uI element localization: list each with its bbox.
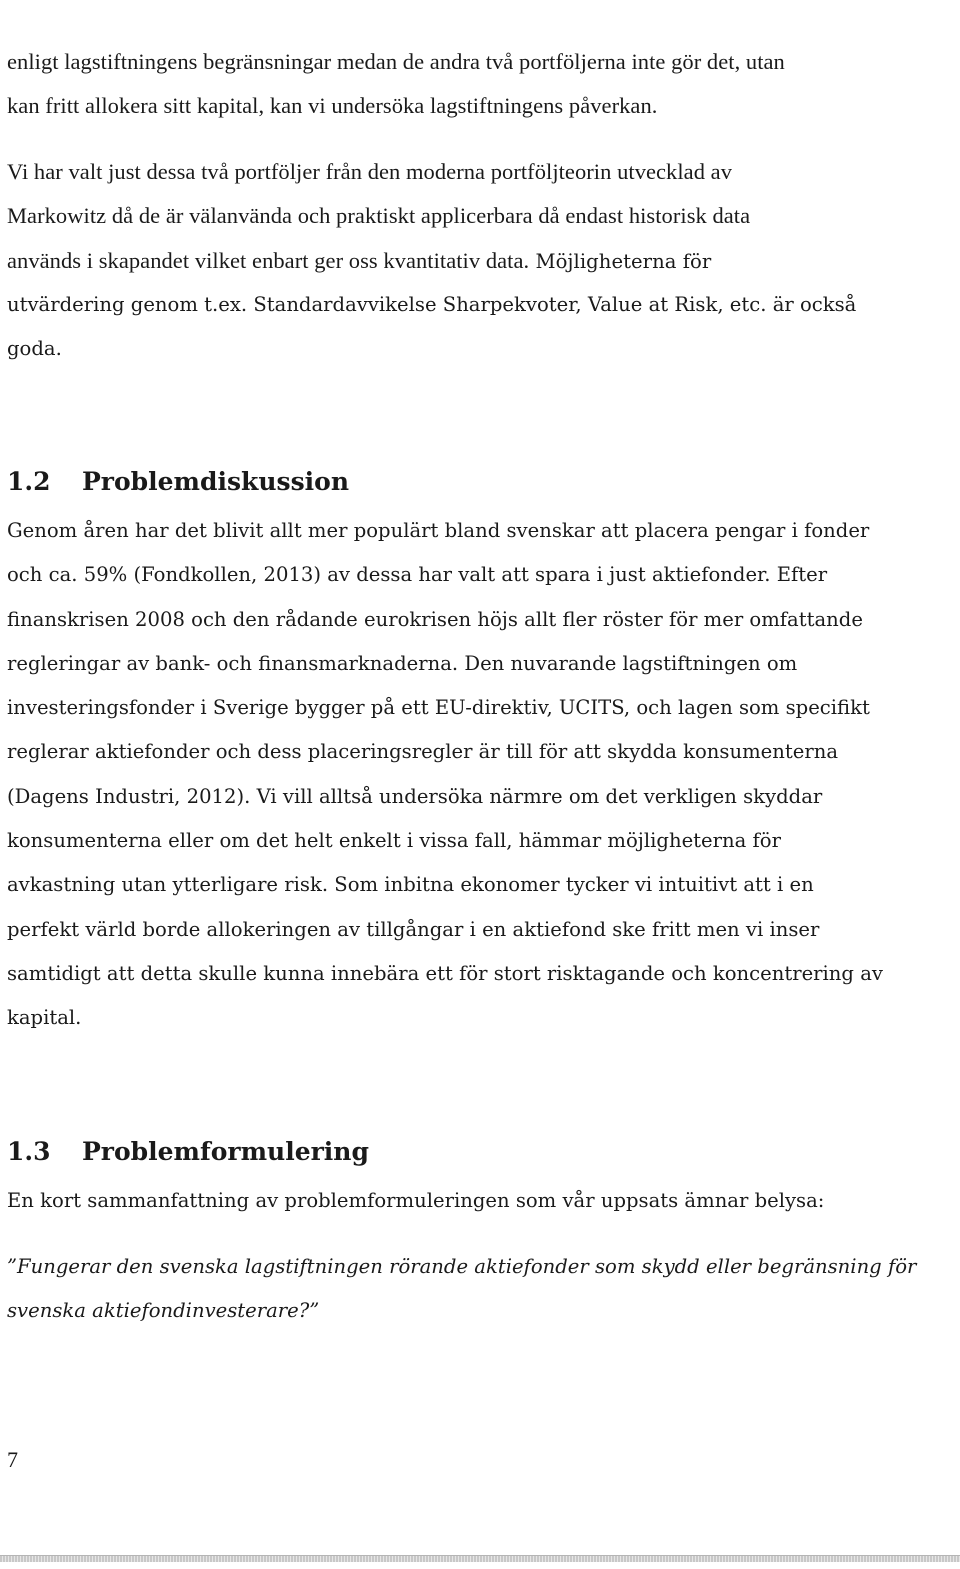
text-line: regleringar av bank- och finansmarknaderna. Den nuvarande lagstiftningen om [7,651,798,675]
text-line: svenska aktiefondinvesterare?” [7,1299,320,1323]
section-number: 1.3 [7,1137,51,1166]
intro-paragraph [7,40,785,129]
page-number: 7 [7,1447,18,1472]
text-line: samtidigt att detta skulle kunna innebära ett för stort risktagande och koncentrering av [7,961,883,985]
text-line: utvärdering genom t.ex. Standardavvikelse Sharpekvoter, Value at Risk, etc. är också [7,293,857,316]
text-line: Vi har valt just dessa två portföljer från den moderna portföljteorin utvecklad av [7,159,733,184]
text-line: konsumenterna eller om det helt enkelt i vissa fall, hämmar möjligheterna för [7,829,781,853]
research-question [7,1245,916,1334]
text-line [7,239,750,284]
text-line: kapital. [7,1006,82,1030]
text-line: och ca. 59% (Fondkollen, 2013) av dessa har valt att spara i just aktiefonder. Efter [7,563,828,587]
text-line: (Dagens Industri, 2012). Vi vill alltså undersöka närmre om det verkligen skyddar [7,784,823,808]
text-line: goda. [7,337,62,361]
section-number: 1.2 [7,467,51,496]
portfolio-paragraph [7,150,750,284]
text-segment: används i skapandet vilket enbart ger oss kvantitativ data. [7,247,530,273]
text-line: reglerar aktiefonder och dess placeringsregler är till för att skydda konsumenterna [7,740,839,764]
problemdiskussion-paragraph [7,509,883,1041]
text-line: finanskrisen 2008 och den rådande eurokrisen höjs allt fler röster för mer omfattande [7,607,863,631]
problemformulering-intro [7,1179,824,1223]
text-line: Genom åren har det blivit allt mer populärt bland svenskar att placera pengar i fonder [7,519,870,542]
section-heading-problemdiskussion [7,467,349,497]
text-line: En kort sammanfattning av problemformuleringen som vår uppsats ämnar belysa: [7,1189,825,1212]
footer-rule [0,1556,960,1562]
text-segment: Möjligheterna för [529,249,712,273]
portfolio-paragraph-continued [7,283,856,372]
text-line: perfekt värld borde allokeringen av tillgångar i en aktiefond ske fritt men vi inser [7,917,820,941]
section-heading-problemformulering [7,1137,369,1167]
text-line: avkastning utan ytterligare risk. Som inbitna ekonomer tycker vi intuitivt att i en [7,873,814,897]
text-line: kan fritt allokera sitt kapital, kan vi undersöka lagstiftningens påverkan. [7,93,658,119]
text-line: enligt lagstiftningens begränsningar medan de andra två portföljerna inte gör det, utan [7,49,785,74]
text-line: Markowitz då de är välanvända och praktiskt applicerbara då endast historisk data [7,203,751,229]
text-line: ”Fungerar den svenska lagstiftningen rörande aktiefonder som skydd eller begränsning för [7,1255,917,1278]
text-line: investeringsfonder i Sverige bygger på ett EU-direktiv, UCITS, och lagen som specifikt [7,696,870,720]
section-title: Problemformulering [82,1137,369,1166]
section-title: Problemdiskussion [82,467,350,496]
